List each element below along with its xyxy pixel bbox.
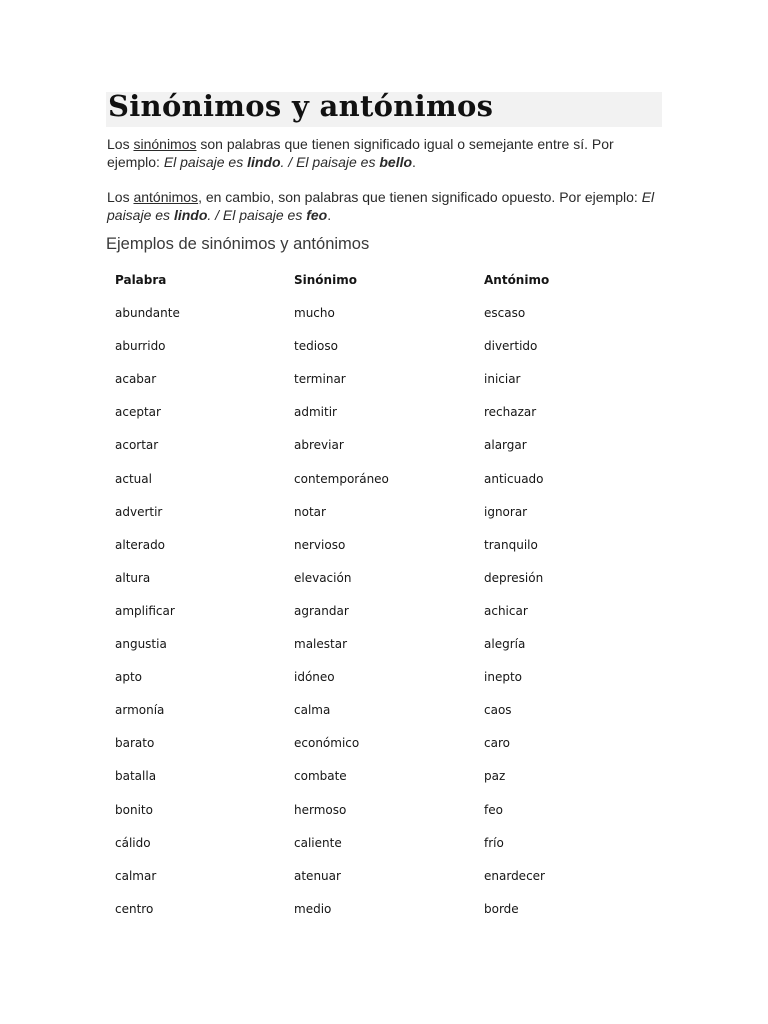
table-body: [115, 303, 675, 932]
antonym-cell: frío: [484, 835, 504, 850]
para2-text-1: Los: [107, 189, 134, 205]
synonym-cell: contemporáneo: [294, 471, 389, 486]
link-sinonimos[interactable]: sinónimos: [133, 136, 197, 152]
word-cell: acabar: [115, 372, 157, 387]
para2-example-1: El paisaje es: [107, 189, 655, 223]
synonym-cell: combate: [294, 769, 347, 784]
link-antonimos[interactable]: antónimos: [133, 189, 199, 205]
para2-end: .: [327, 206, 332, 223]
antonym-cell: escaso: [484, 306, 526, 321]
synonym-cell: atenuar: [294, 868, 341, 883]
para2-word-1: lindo: [173, 206, 208, 223]
synonym-cell: idóneo: [294, 670, 335, 685]
table-row: [115, 568, 675, 601]
word-cell: angustia: [115, 637, 167, 652]
header-sinonimo: Sinónimo: [294, 273, 357, 287]
antonym-cell: caos: [484, 703, 512, 718]
synonym-cell: nervioso: [294, 537, 346, 552]
antonym-cell: borde: [484, 901, 519, 916]
word-cell: advertir: [115, 504, 163, 519]
antonym-cell: iniciar: [484, 372, 521, 387]
synonym-cell: elevación: [294, 570, 352, 585]
table-row: [115, 733, 675, 766]
antonym-cell: paz: [484, 769, 506, 784]
word-cell: amplificar: [115, 603, 175, 618]
word-cell: batalla: [115, 769, 157, 784]
word-cell: abundante: [115, 306, 180, 321]
table-row: [115, 535, 675, 568]
word-cell: centro: [115, 901, 154, 916]
antonym-cell: alargar: [484, 438, 527, 453]
header-palabra: Palabra: [115, 273, 167, 287]
para1-text-2: son palabras que tienen significado igual o semejante entre sí. Por ejemplo:: [107, 136, 614, 170]
word-cell: barato: [115, 736, 155, 751]
word-cell: calmar: [115, 868, 157, 883]
synonym-cell: notar: [294, 504, 326, 519]
table-row: [115, 502, 675, 535]
word-cell: aburrido: [115, 339, 166, 354]
table-row: [115, 866, 675, 899]
synonym-cell: malestar: [294, 637, 348, 652]
synonym-cell: calma: [294, 703, 331, 718]
table-row: [115, 833, 675, 866]
table-row: [115, 303, 675, 336]
synonym-cell: económico: [294, 736, 360, 751]
para1-example-2: . / El paisaje es: [280, 153, 380, 170]
antonym-cell: depresión: [484, 570, 544, 585]
word-cell: acortar: [115, 438, 159, 453]
table-row: [115, 766, 675, 799]
antonym-cell: tranquilo: [484, 537, 538, 552]
synonym-cell: caliente: [294, 835, 342, 850]
table-row: [115, 667, 675, 700]
table-row: [115, 700, 675, 733]
para1-end: .: [412, 153, 416, 170]
paragraph-sinonimos: [107, 136, 663, 171]
synonym-cell: abreviar: [294, 438, 344, 453]
table-row: [115, 336, 675, 369]
table-row: [115, 634, 675, 667]
antonym-cell: anticuado: [484, 471, 544, 486]
word-cell: aceptar: [115, 405, 161, 420]
table-row: [115, 469, 675, 502]
antonym-cell: caro: [484, 736, 510, 751]
words-table: [115, 270, 675, 932]
para1-text-1: Los: [107, 136, 134, 152]
synonym-cell: medio: [294, 901, 332, 916]
table-row: [115, 800, 675, 833]
page-title: Sinónimos y antónimos: [108, 89, 494, 123]
para2-example-2: . / El paisaje es: [207, 206, 307, 223]
examples-subheading: Ejemplos de sinónimos y antónimos: [106, 235, 370, 253]
synonym-cell: mucho: [294, 306, 335, 321]
word-cell: armonía: [115, 703, 165, 718]
paragraph-antonimos: [107, 189, 663, 224]
synonym-cell: terminar: [294, 372, 346, 387]
word-cell: alterado: [115, 537, 166, 552]
word-cell: cálido: [115, 835, 151, 850]
para2-word-2: feo: [306, 206, 328, 223]
table-row: [115, 402, 675, 435]
antonym-cell: divertido: [484, 339, 538, 354]
antonym-cell: feo: [484, 802, 503, 817]
table-row: [115, 369, 675, 402]
synonym-cell: agrandar: [294, 603, 349, 618]
synonym-cell: hermoso: [294, 802, 347, 817]
antonym-cell: rechazar: [484, 405, 537, 420]
para1-word-2: bello: [379, 153, 413, 170]
para1-word-1: lindo: [247, 153, 281, 170]
word-cell: actual: [115, 471, 152, 486]
table-row: [115, 435, 675, 468]
antonym-cell: ignorar: [484, 504, 528, 519]
word-cell: altura: [115, 570, 151, 585]
word-cell: apto: [115, 670, 143, 685]
word-cell: bonito: [115, 802, 153, 817]
para1-example-1: El paisaje es: [163, 153, 248, 170]
antonym-cell: enardecer: [484, 868, 545, 883]
para2-text-2: , en cambio, son palabras que tienen significado opuesto. Por ejemplo:: [198, 189, 642, 205]
table-row: [115, 601, 675, 634]
header-antonimo: Antónimo: [484, 273, 550, 287]
table-header-row: [115, 270, 675, 303]
antonym-cell: achicar: [484, 603, 528, 618]
synonym-cell: admitir: [294, 405, 337, 420]
antonym-cell: inepto: [484, 670, 522, 685]
table-row: [115, 899, 675, 932]
synonym-cell: tedioso: [294, 339, 338, 354]
antonym-cell: alegría: [484, 637, 526, 652]
